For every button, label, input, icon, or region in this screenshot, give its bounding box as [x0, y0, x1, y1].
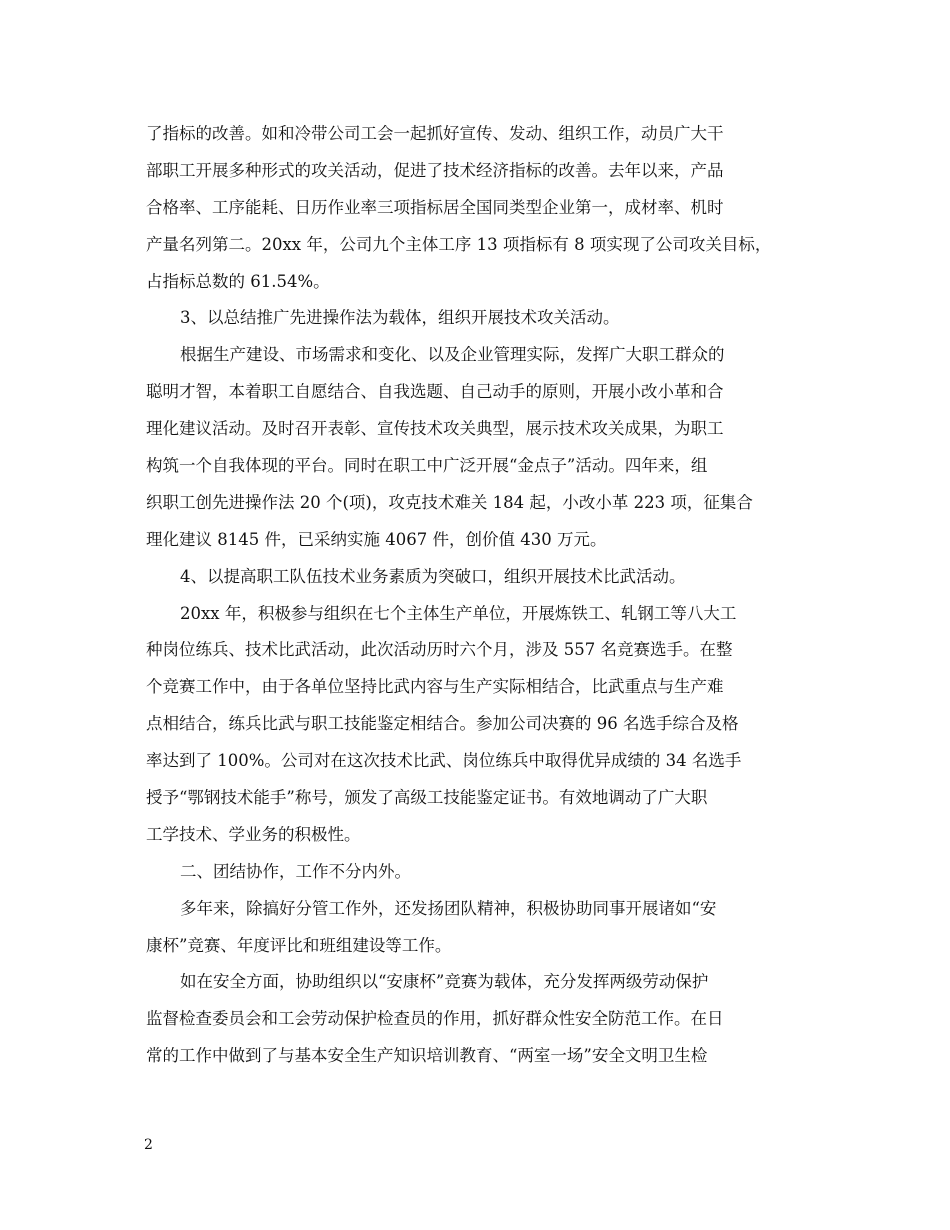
text-line: 产量名列第二。20xx 年，公司九个主体工序 13 项指标有 8 项实现了公司攻关目标， [146, 234, 772, 254]
text-line: 20xx 年，积极参与组织在七个主体生产单位，开展炼铁工、轧钢工等八大工 [180, 603, 737, 623]
text-line: 部职工开展多种形式的攻关活动，促进了技术经济指标的改善。去年以来，产品 [146, 160, 724, 180]
text-line: 占指标总数的 61.54%。 [146, 271, 330, 291]
text-line: 工学技术、学业务的积极性。 [146, 824, 361, 844]
text-line: 织职工创先进操作法 20 个(项)，攻克技术难关 184 起，小改小革 223 项，征集合 [146, 492, 753, 512]
text-line: 点相结合，练兵比武与职工技能鉴定相结合。参加公司决赛的 96 名选手综合及格 [146, 714, 739, 734]
text-line: 理化建议 8145 件，已采纳实施 4067 件，创价值 430 万元。 [146, 529, 607, 549]
page-number: 2 [144, 1137, 153, 1153]
text-line: 康杯”竞赛、年度评比和班组建设等工作。 [146, 935, 452, 955]
text-line: 率达到了 100%。公司对在这次技术比武、岗位练兵中取得优异成绩的 34 名选手 [146, 751, 742, 771]
section-heading: 3、以总结推广先进操作法为载体，组织开展技术攻关活动。 [180, 308, 620, 328]
text-line: 构筑一个自我体现的平台。同时在职工中广泛开展“金点子”活动。四年来，组 [146, 456, 708, 476]
text-line: 如在安全方面，协助组织以“安康杯”竞赛为载体，充分发挥两级劳动保护 [180, 972, 709, 992]
text-line: 种岗位练兵、技术比武活动，此次活动历时六个月，涉及 557 名竞赛选手。在整 [146, 640, 733, 660]
text-line: 监督检查委员会和工会劳动保护检查员的作用，抓好群众性安全防范工作。在日 [146, 1009, 724, 1029]
document-body [146, 116, 816, 1075]
text-line: 授予“鄂钢技术能手”称号，颁发了高级工技能鉴定证书。有效地调动了广大职 [146, 788, 708, 808]
text-line: 了指标的改善。如和冷带公司工会一起抓好宣传、发动、组织工作，动员广大干 [146, 124, 724, 143]
text-line: 理化建议活动。及时召开表彰、宣传技术攻关典型，展示技术攻关成果，为职工 [146, 419, 724, 439]
text-line: 根据生产建设、市场需求和变化、以及企业管理实际，发挥广大职工群众的 [180, 345, 725, 365]
section-heading: 二、团结协作，工作不分内外。 [180, 861, 411, 881]
text-line: 常的工作中做到了与基本安全生产知识培训教育、“两室一场”安全文明卫生检 [146, 1046, 708, 1066]
text-line: 多年来，除搞好分管工作外，还发扬团队精神，积极协助同事开展诸如“安 [180, 898, 717, 918]
text-line: 聪明才智，本着职工自愿结合、自我选题、自己动手的原则，开展小改小革和合 [146, 382, 724, 402]
text-line: 个竞赛工作中，由于各单位坚持比武内容与生产实际相结合，比武重点与生产难 [146, 677, 724, 697]
section-heading: 4、以提高职工队伍技术业务素质为突破口，组织开展技术比武活动。 [180, 566, 686, 586]
text-line: 合格率、工序能耗、日历作业率三项指标居全国同类型企业第一，成材率、机时 [146, 197, 724, 217]
